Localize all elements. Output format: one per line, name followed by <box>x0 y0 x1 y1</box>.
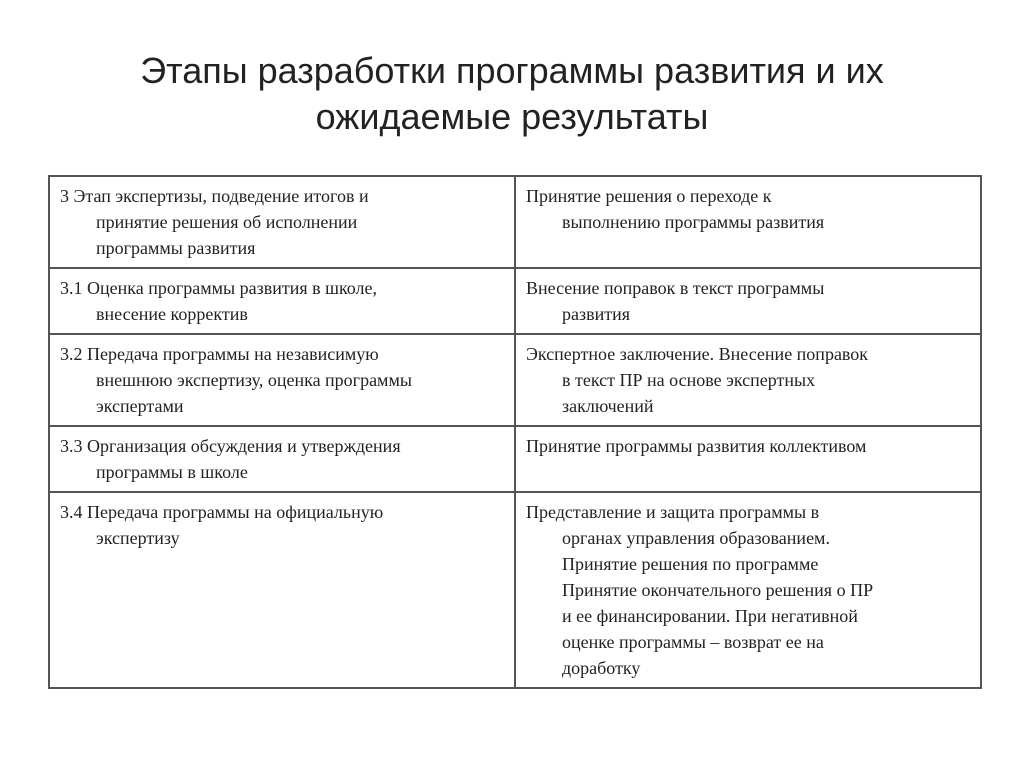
result-text: Представление и защита программы в органах управления образованием. Принятие решения по программе Принятие окончательного решения о ПР и ее финансировании. При негативной оценке программы – возврат ее на доработку <box>526 502 874 678</box>
table-row <box>49 426 981 492</box>
page-title <box>0 48 1024 140</box>
stages-table <box>48 175 982 689</box>
page-title-line-1: Этапы разработки программы развития и их <box>140 50 884 91</box>
result-text: Принятие решения о переходе к выполнению программы развития <box>526 186 825 232</box>
table-row <box>49 334 981 426</box>
result-text: Экспертное заключение. Внесение поправок в текст ПР на основе экспертных заключений <box>526 344 869 416</box>
stage-cell <box>49 334 515 426</box>
result-text: Внесение поправок в текст программы развития <box>526 278 825 324</box>
result-cell <box>515 426 981 492</box>
table-row <box>49 176 981 268</box>
result-cell <box>515 492 981 688</box>
stage-text: 3.2 Передача программы на независимую внешнюю экспертизу, оценка программы экспертами <box>60 344 412 416</box>
result-cell <box>515 176 981 268</box>
result-text: Принятие программы развития коллективом <box>526 436 867 456</box>
stage-text: 3.3 Организация обсуждения и утверждения программы в школе <box>60 436 401 482</box>
result-cell <box>515 268 981 334</box>
stage-text: 3.1 Оценка программы развития в школе, внесение корректив <box>60 278 378 324</box>
table-row <box>49 268 981 334</box>
table-row <box>49 492 981 688</box>
stage-text: 3 Этап экспертизы, подведение итогов и принятие решения об исполнении программы развития <box>60 186 369 258</box>
page-title-line-2: ожидаемые результаты <box>315 96 709 137</box>
stage-cell <box>49 176 515 268</box>
result-cell <box>515 334 981 426</box>
stage-cell <box>49 268 515 334</box>
stage-cell <box>49 426 515 492</box>
stage-text: 3.4 Передача программы на официальную экспертизу <box>60 502 384 548</box>
stage-cell <box>49 492 515 688</box>
